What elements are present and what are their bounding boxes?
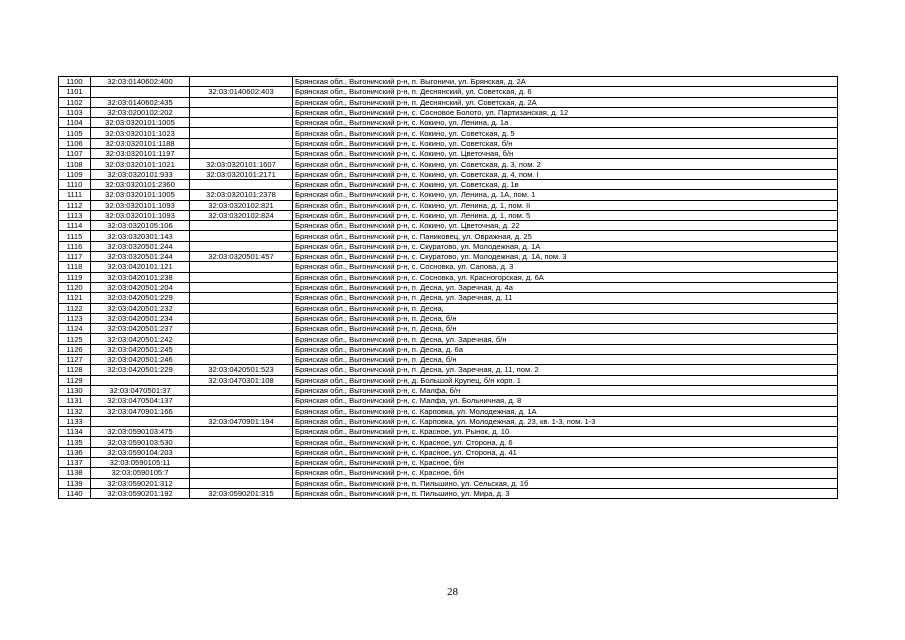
row-number-cell: 1113 — [59, 210, 91, 220]
premises-cadastral-number-cell — [190, 324, 293, 334]
table-row — [59, 118, 838, 128]
row-number-cell: 1131 — [59, 396, 91, 406]
address-cell: Брянская обл., Выгоничский р-н, п. Десна, ул. Заречная, д. 11 — [293, 293, 838, 303]
row-number-cell: 1126 — [59, 344, 91, 354]
address-cell: Брянская обл., Выгоничский р-н, п. Деснянский, ул. Советская, д. 2А — [293, 97, 838, 107]
premises-cadastral-number-cell: 32:03:0320101:1607 — [190, 159, 293, 169]
table-row — [59, 231, 838, 241]
premises-cadastral-number-cell — [190, 468, 293, 478]
premises-cadastral-number-cell: 32:03:0320102:821 — [190, 200, 293, 210]
table-row — [59, 324, 838, 334]
address-cell: Брянская обл., Выгоничский р-н, с. Карповка, ул. Молодежная, д. 23, кв. 1-3, пом. 1-3 — [293, 416, 838, 426]
row-number-cell: 1136 — [59, 447, 91, 457]
table-row — [59, 272, 838, 282]
row-number-cell: 1108 — [59, 159, 91, 169]
table-row — [59, 365, 838, 375]
table-row — [59, 190, 838, 200]
cadastral-number-cell: 32:03:0590103:475 — [91, 427, 190, 437]
address-cell: Брянская обл., Выгоничский р-н, с. Красное, ул. Сторона, д. 41 — [293, 447, 838, 457]
row-number-cell: 1134 — [59, 427, 91, 437]
cadastral-number-cell: 32:03:0420501:204 — [91, 282, 190, 292]
cadastral-number-cell: 32:03:0420501:232 — [91, 303, 190, 313]
address-cell: Брянская обл., Выгоничский р-н, с. Красное, ул. Сторона, д. 6 — [293, 437, 838, 447]
row-number-cell: 1138 — [59, 468, 91, 478]
cadastral-number-cell: 32:03:0320101:1021 — [91, 159, 190, 169]
premises-cadastral-number-cell — [190, 437, 293, 447]
cadastral-number-cell: 32:03:0590105:7 — [91, 468, 190, 478]
row-number-cell: 1110 — [59, 179, 91, 189]
row-number-cell: 1112 — [59, 200, 91, 210]
premises-cadastral-number-cell — [190, 396, 293, 406]
table-row — [59, 344, 838, 354]
property-register-table — [58, 76, 838, 499]
row-number-cell: 1135 — [59, 437, 91, 447]
premises-cadastral-number-cell — [190, 97, 293, 107]
address-cell: Брянская обл., Выгоничский р-н, с. Паниковец, ул. Овражная, д. 25 — [293, 231, 838, 241]
address-cell: Брянская обл., Выгоничский р-н, п. Десна, б/н — [293, 355, 838, 365]
row-number-cell: 1106 — [59, 138, 91, 148]
table-row — [59, 149, 838, 159]
cadastral-number-cell: 32:03:0320501:244 — [91, 252, 190, 262]
row-number-cell: 1104 — [59, 118, 91, 128]
row-number-cell: 1120 — [59, 282, 91, 292]
row-number-cell: 1129 — [59, 375, 91, 385]
row-number-cell: 1123 — [59, 313, 91, 323]
address-cell: Брянская обл., Выгоничский р-н, п. Выгоничи, ул. Брянская, д. 2А — [293, 77, 838, 87]
address-cell: Брянская обл., Выгоничский р-н, п. Десна, б/н — [293, 324, 838, 334]
table-row — [59, 396, 838, 406]
table-row — [59, 355, 838, 365]
premises-cadastral-number-cell — [190, 406, 293, 416]
premises-cadastral-number-cell — [190, 334, 293, 344]
address-cell: Брянская обл., Выгоничский р-н, п. Десна, — [293, 303, 838, 313]
address-cell: Брянская обл., Выгоничский р-н, с. Кокино, ул. Советская, б/н — [293, 138, 838, 148]
cadastral-number-cell: 32:03:0470901:166 — [91, 406, 190, 416]
table-row — [59, 138, 838, 148]
premises-cadastral-number-cell — [190, 447, 293, 457]
cadastral-number-cell: 32:03:0590103:530 — [91, 437, 190, 447]
row-number-cell: 1111 — [59, 190, 91, 200]
cadastral-number-cell: 32:03:0320101:933 — [91, 169, 190, 179]
cadastral-number-cell: 32:03:0420501:229 — [91, 293, 190, 303]
table-row — [59, 303, 838, 313]
cadastral-number-cell: 32:03:0320501:244 — [91, 241, 190, 251]
cadastral-number-cell: 32:03:0320101:1093 — [91, 200, 190, 210]
cadastral-number-cell: 32:03:0320301:143 — [91, 231, 190, 241]
row-number-cell: 1117 — [59, 252, 91, 262]
row-number-cell: 1130 — [59, 385, 91, 395]
cadastral-number-cell: 32:03:0420101:121 — [91, 262, 190, 272]
premises-cadastral-number-cell: 32:03:0320102:824 — [190, 210, 293, 220]
premises-cadastral-number-cell — [190, 179, 293, 189]
address-cell: Брянская обл., Выгоничский р-н, с. Малфа, б/н — [293, 385, 838, 395]
table-row — [59, 282, 838, 292]
premises-cadastral-number-cell — [190, 427, 293, 437]
table-row — [59, 447, 838, 457]
premises-cadastral-number-cell: 32:03:0320101:2171 — [190, 169, 293, 179]
row-number-cell: 1122 — [59, 303, 91, 313]
premises-cadastral-number-cell — [190, 128, 293, 138]
address-cell: Брянская обл., Выгоничский р-н, п. Пильшино, ул. Мира, д. 3 — [293, 488, 838, 498]
table-row — [59, 159, 838, 169]
register-table-body — [59, 77, 838, 499]
premises-cadastral-number-cell — [190, 138, 293, 148]
cadastral-number-cell: 32:03:0320101:1093 — [91, 210, 190, 220]
premises-cadastral-number-cell — [190, 221, 293, 231]
premises-cadastral-number-cell — [190, 293, 293, 303]
table-row — [59, 478, 838, 488]
address-cell: Брянская обл., Выгоничский р-н, с. Красное, б/н — [293, 457, 838, 467]
address-cell: Брянская обл., Выгоничский р-н, п. Десна, ул. Заречная, д. 11, пом. 2 — [293, 365, 838, 375]
cadastral-number-cell: 32:03:0140602:435 — [91, 97, 190, 107]
cadastral-number-cell: 32:03:0320101:1005 — [91, 118, 190, 128]
table-row — [59, 252, 838, 262]
premises-cadastral-number-cell: 32:03:0320501:457 — [190, 252, 293, 262]
address-cell: Брянская обл., Выгоничский р-н, п. Пильшино, ул. Сельская, д. 1б — [293, 478, 838, 488]
row-number-cell: 1102 — [59, 97, 91, 107]
address-cell: Брянская обл., Выгоничский р-н, с. Кокино, ул. Советская, д. 5 — [293, 128, 838, 138]
cadastral-number-cell: 32:03:0320101:2360 — [91, 179, 190, 189]
premises-cadastral-number-cell — [190, 355, 293, 365]
address-cell: Брянская обл., Выгоничский р-н, п. Десна, д. 6а — [293, 344, 838, 354]
table-row — [59, 97, 838, 107]
cadastral-number-cell: 32:03:0200102:202 — [91, 107, 190, 117]
premises-cadastral-number-cell — [190, 118, 293, 128]
cadastral-number-cell: 32:03:0590104:203 — [91, 447, 190, 457]
address-cell: Брянская обл., Выгоничский р-н, с. Кокино, ул. Цветочная, б/н — [293, 149, 838, 159]
row-number-cell: 1137 — [59, 457, 91, 467]
page-number: 28 — [447, 586, 458, 598]
address-cell: Брянская обл., Выгоничский р-н, с. Кокино, ул. Советская, д. 3, пом. 2 — [293, 159, 838, 169]
address-cell: Брянская обл., Выгоничский р-н, с. Кокино, ул. Советская, д. 4, пом. I — [293, 169, 838, 179]
address-cell: Брянская обл., Выгоничский р-н, с. Малфа, ул. Больничная, д. 8 — [293, 396, 838, 406]
row-number-cell: 1128 — [59, 365, 91, 375]
table-row — [59, 87, 838, 97]
cadastral-number-cell: 32:03:0420501:229 — [91, 365, 190, 375]
row-number-cell: 1124 — [59, 324, 91, 334]
cadastral-number-cell: 32:03:0320101:1023 — [91, 128, 190, 138]
row-number-cell: 1114 — [59, 221, 91, 231]
address-cell: Брянская обл., Выгоничский р-н, с. Кокино, ул. Советская, д. 1в — [293, 179, 838, 189]
table-row — [59, 334, 838, 344]
table-row — [59, 488, 838, 498]
premises-cadastral-number-cell — [190, 262, 293, 272]
cadastral-number-cell: 32:03:0420501:242 — [91, 334, 190, 344]
address-cell: Брянская обл., Выгоничский р-н, с. Кокино, ул. Ленина, д. 1, пом. II — [293, 200, 838, 210]
cadastral-number-cell: 32:03:0420501:234 — [91, 313, 190, 323]
premises-cadastral-number-cell — [190, 77, 293, 87]
cadastral-number-cell: 32:03:0590201:312 — [91, 478, 190, 488]
table-row — [59, 77, 838, 87]
table-row — [59, 468, 838, 478]
premises-cadastral-number-cell: 32:03:0470301:108 — [190, 375, 293, 385]
address-cell: Брянская обл., Выгоничский р-н, с. Красное, б/н — [293, 468, 838, 478]
table-row — [59, 262, 838, 272]
address-cell: Брянская обл., Выгоничский р-н, п. Десна, ул. Заречная, б/н — [293, 334, 838, 344]
premises-cadastral-number-cell — [190, 107, 293, 117]
address-cell: Брянская обл., Выгоничский р-н, с. Кокино, ул. Ленина, д. 1а — [293, 118, 838, 128]
table-row — [59, 169, 838, 179]
row-number-cell: 1105 — [59, 128, 91, 138]
premises-cadastral-number-cell — [190, 282, 293, 292]
row-number-cell: 1140 — [59, 488, 91, 498]
row-number-cell: 1100 — [59, 77, 91, 87]
table-row — [59, 375, 838, 385]
row-number-cell: 1121 — [59, 293, 91, 303]
premises-cadastral-number-cell: 32:03:0470901:194 — [190, 416, 293, 426]
premises-cadastral-number-cell: 32:03:0320101:2378 — [190, 190, 293, 200]
cadastral-number-cell: 32:03:0470504:137 — [91, 396, 190, 406]
row-number-cell: 1101 — [59, 87, 91, 97]
row-number-cell: 1109 — [59, 169, 91, 179]
table-row — [59, 107, 838, 117]
row-number-cell: 1125 — [59, 334, 91, 344]
premises-cadastral-number-cell — [190, 478, 293, 488]
table-row — [59, 457, 838, 467]
table-row — [59, 385, 838, 395]
table-row — [59, 406, 838, 416]
cadastral-number-cell: 32:03:0470501:37 — [91, 385, 190, 395]
address-cell: Брянская обл., Выгоничский р-н, д. Большой Крупец, б/н корп. 1 — [293, 375, 838, 385]
cadastral-number-cell: 32:03:0320101:1188 — [91, 138, 190, 148]
premises-cadastral-number-cell: 32:03:0420501:523 — [190, 365, 293, 375]
premises-cadastral-number-cell — [190, 344, 293, 354]
premises-cadastral-number-cell — [190, 457, 293, 467]
cadastral-number-cell: 32:03:0420101:238 — [91, 272, 190, 282]
cadastral-number-cell: 32:03:0320101:1005 — [91, 190, 190, 200]
premises-cadastral-number-cell — [190, 385, 293, 395]
address-cell: Брянская обл., Выгоничский р-н, с. Скуратово, ул. Молодежная, д. 1А, пом. 3 — [293, 252, 838, 262]
cadastral-number-cell — [91, 416, 190, 426]
address-cell: Брянская обл., Выгоничский р-н, с. Сосновка, ул. Красногорская, д. 6А — [293, 272, 838, 282]
address-cell: Брянская обл., Выгоничский р-н, п. Десна, ул. Заречная, д. 4а — [293, 282, 838, 292]
row-number-cell: 1115 — [59, 231, 91, 241]
premises-cadastral-number-cell: 32:03:0590201:315 — [190, 488, 293, 498]
premises-cadastral-number-cell — [190, 241, 293, 251]
address-cell: Брянская обл., Выгоничский р-н, с. Скуратово, ул. Молодежная, д. 1А — [293, 241, 838, 251]
row-number-cell: 1118 — [59, 262, 91, 272]
address-cell: Брянская обл., Выгоничский р-н, с. Красное, ул. Рынок, д. 10 — [293, 427, 838, 437]
address-cell: Брянская обл., Выгоничский р-н, с. Сосновка, ул. Сапова, д. 3 — [293, 262, 838, 272]
table-row — [59, 210, 838, 220]
premises-cadastral-number-cell — [190, 272, 293, 282]
table-row — [59, 437, 838, 447]
row-number-cell: 1107 — [59, 149, 91, 159]
cadastral-number-cell: 32:03:0420501:245 — [91, 344, 190, 354]
table-row — [59, 293, 838, 303]
cadastral-number-cell — [91, 87, 190, 97]
address-cell: Брянская обл., Выгоничский р-н, п. Десна, б/н — [293, 313, 838, 323]
row-number-cell: 1116 — [59, 241, 91, 251]
address-cell: Брянская обл., Выгоничский р-н, с. Сосновое Болото, ул. Партизанская, д. 12 — [293, 107, 838, 117]
cadastral-number-cell: 32:03:0590105:11 — [91, 457, 190, 467]
premises-cadastral-number-cell — [190, 231, 293, 241]
row-number-cell: 1127 — [59, 355, 91, 365]
cadastral-number-cell: 32:03:0320105:106 — [91, 221, 190, 231]
cadastral-number-cell: 32:03:0320101:1197 — [91, 149, 190, 159]
cadastral-number-cell — [91, 375, 190, 385]
table-row — [59, 427, 838, 437]
cadastral-number-cell: 32:03:0420501:237 — [91, 324, 190, 334]
table-row — [59, 221, 838, 231]
row-number-cell: 1103 — [59, 107, 91, 117]
address-cell: Брянская обл., Выгоничский р-н, с. Кокино, ул. Ленина, д. 1, пом. 5 — [293, 210, 838, 220]
table-row — [59, 313, 838, 323]
row-number-cell: 1139 — [59, 478, 91, 488]
row-number-cell: 1132 — [59, 406, 91, 416]
row-number-cell: 1119 — [59, 272, 91, 282]
address-cell: Брянская обл., Выгоничский р-н, с. Карповка, ул. Молодежная, д. 1А — [293, 406, 838, 416]
cadastral-number-cell: 32:03:0420501:246 — [91, 355, 190, 365]
cadastral-number-cell: 32:03:0590201:192 — [91, 488, 190, 498]
table-row — [59, 200, 838, 210]
cadastral-number-cell: 32:03:0140602:400 — [91, 77, 190, 87]
address-cell: Брянская обл., Выгоничский р-н, п. Деснянский, ул. Советская, д. 6 — [293, 87, 838, 97]
premises-cadastral-number-cell — [190, 149, 293, 159]
table-row — [59, 128, 838, 138]
table-row — [59, 416, 838, 426]
table-row — [59, 179, 838, 189]
premises-cadastral-number-cell — [190, 303, 293, 313]
table-row — [59, 241, 838, 251]
row-number-cell: 1133 — [59, 416, 91, 426]
address-cell: Брянская обл., Выгоничский р-н, с. Кокино, ул. Цветочная, д. 22 — [293, 221, 838, 231]
premises-cadastral-number-cell: 32:03:0140602:403 — [190, 87, 293, 97]
address-cell: Брянская обл., Выгоничский р-н, с. Кокино, ул. Ленина, д. 1А, пом. 1 — [293, 190, 838, 200]
premises-cadastral-number-cell — [190, 313, 293, 323]
